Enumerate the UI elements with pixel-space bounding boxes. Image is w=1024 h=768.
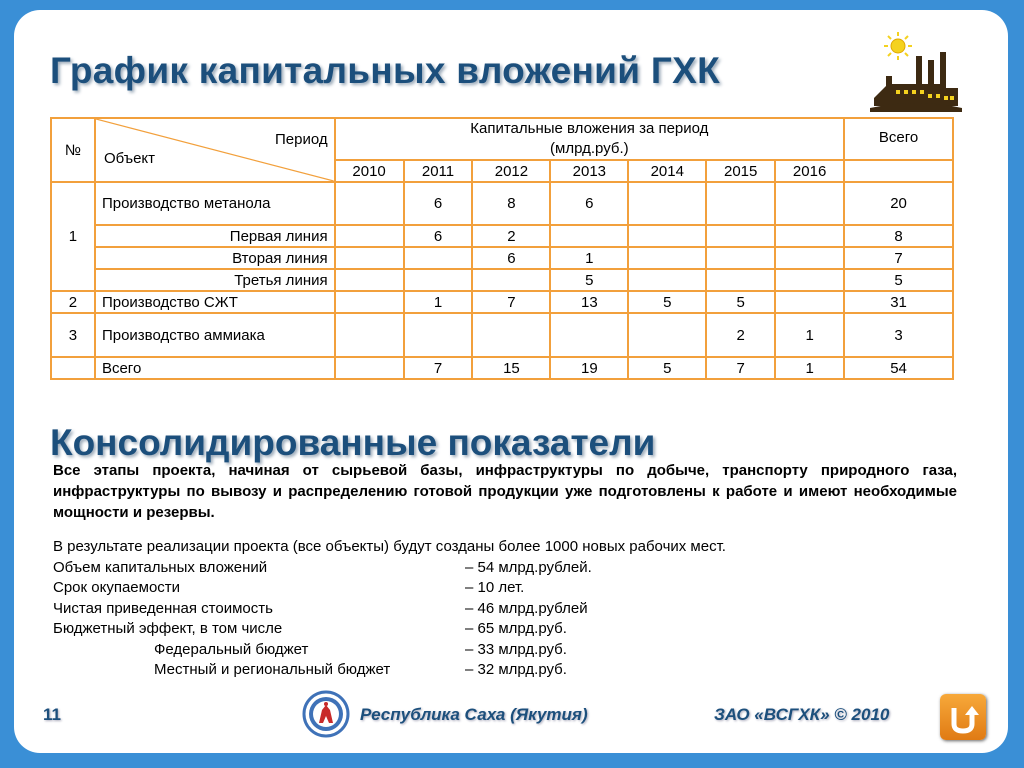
cell <box>628 313 706 357</box>
table-row <box>51 291 953 313</box>
cell: 2 <box>706 313 775 357</box>
row-total: 31 <box>844 291 953 313</box>
summary-list <box>53 537 957 681</box>
cell <box>404 313 473 357</box>
summary-item <box>53 660 957 681</box>
row-name: Вторая линия <box>95 247 335 269</box>
cell: 1 <box>775 313 844 357</box>
row-number <box>51 357 95 379</box>
cell: 5 <box>706 291 775 313</box>
row-total: 20 <box>844 182 953 225</box>
row-name: Производство СЖТ <box>95 291 335 313</box>
cell: 15 <box>472 357 550 379</box>
cell <box>628 225 706 247</box>
footer-region: Республика Саха (Якутия) <box>360 705 588 724</box>
page-title: График капитальных вложений ГХК <box>50 50 720 91</box>
cell: 7 <box>404 357 473 379</box>
cell <box>335 182 404 225</box>
table-row <box>51 247 953 269</box>
summary-key: Бюджетный эффект, в том числе <box>53 620 283 637</box>
cell <box>404 247 473 269</box>
header-object: Объект <box>103 150 156 167</box>
cell: 6 <box>404 225 473 247</box>
cell: 6 <box>472 247 550 269</box>
header-investment-label: Капитальные вложения за период <box>470 120 709 137</box>
row-number: 3 <box>51 313 95 357</box>
cell: 6 <box>404 182 473 225</box>
summary-item <box>53 558 957 579</box>
cell <box>335 291 404 313</box>
header-period: Период <box>274 131 328 148</box>
row-name: Первая линия <box>95 225 335 247</box>
row-name: Всего <box>95 357 335 379</box>
cell <box>706 247 775 269</box>
cell <box>706 225 775 247</box>
cell: 1 <box>775 357 844 379</box>
row-total: 5 <box>844 269 953 291</box>
investment-table <box>50 117 954 380</box>
header-investment-unit: (млрд.руб.) <box>550 140 629 157</box>
section-title: Консолидированные показатели <box>50 422 656 463</box>
cell <box>404 269 473 291</box>
row-name: Производство аммиака <box>95 313 335 357</box>
row-total: 7 <box>844 247 953 269</box>
row-total: 8 <box>844 225 953 247</box>
cell <box>628 182 706 225</box>
cell <box>775 269 844 291</box>
cell <box>706 269 775 291</box>
summary-key: Федеральный бюджет <box>154 640 309 658</box>
summary-key: Местный и региональный бюджет <box>154 661 391 678</box>
cell: 1 <box>404 291 473 313</box>
cell: 19 <box>550 357 628 379</box>
cell <box>472 313 550 357</box>
cell <box>335 225 404 247</box>
cell <box>775 182 844 225</box>
cell: 5 <box>628 291 706 313</box>
summary-item <box>53 578 957 599</box>
table-row <box>51 357 953 379</box>
summary-key: Чистая приведенная стоимость <box>53 599 273 617</box>
summary-item <box>53 619 957 640</box>
summary-value: – 46 млрд.рублей <box>465 599 588 617</box>
year-cell: 2012 <box>472 160 550 182</box>
table-row <box>51 269 953 291</box>
year-cell: 2013 <box>550 160 628 182</box>
sakha-emblem-icon <box>302 690 350 738</box>
page-number: 11 <box>43 705 61 724</box>
cell: 2 <box>472 225 550 247</box>
cell: 8 <box>472 182 550 225</box>
table-header-row <box>51 118 953 160</box>
cell <box>706 182 775 225</box>
summary-block <box>53 460 957 681</box>
summary-value: – 33 млрд.руб. <box>465 640 567 658</box>
cell: 1 <box>550 247 628 269</box>
cell <box>335 247 404 269</box>
home-return-icon <box>940 694 986 740</box>
cell <box>775 225 844 247</box>
cell <box>628 247 706 269</box>
row-number: 1 <box>51 182 95 291</box>
cell <box>335 357 404 379</box>
cell: 7 <box>472 291 550 313</box>
row-number: 2 <box>51 291 95 313</box>
header-diagonal-cell <box>95 118 335 182</box>
cell: 5 <box>628 357 706 379</box>
row-name: Производство метанола <box>95 182 335 225</box>
year-cell: 2015 <box>706 160 775 182</box>
cell: 7 <box>706 357 775 379</box>
summary-value: – 65 млрд.руб. <box>465 620 567 637</box>
table-row <box>51 182 953 225</box>
header-investment <box>335 118 844 160</box>
summary-value: – 32 млрд.руб. <box>465 661 567 678</box>
row-total: 3 <box>844 313 953 357</box>
row-total: 54 <box>844 357 953 379</box>
summary-key: Объем капитальных вложений <box>53 558 268 576</box>
header-number: № <box>51 118 95 182</box>
cell: 5 <box>550 269 628 291</box>
summary-key: Срок окупаемости <box>53 579 181 596</box>
factory-logo-icon <box>866 26 966 116</box>
cell <box>335 313 404 357</box>
table-row <box>51 225 953 247</box>
year-cell: 2014 <box>628 160 706 182</box>
summary-item <box>53 640 957 661</box>
year-total-empty <box>844 160 953 182</box>
summary-value: – 10 лет. <box>465 579 525 596</box>
year-cell: 2016 <box>775 160 844 182</box>
summary-intro: В результате реализации проекта (все объекты) будут созданы более 1000 новых рабочих мест. <box>53 538 726 555</box>
summary-value: – 54 млрд.рублей. <box>465 558 592 576</box>
cell <box>550 225 628 247</box>
cell: 6 <box>550 182 628 225</box>
home-return-button[interactable] <box>940 694 986 740</box>
cell <box>472 269 550 291</box>
cell <box>550 313 628 357</box>
cell <box>335 269 404 291</box>
cell <box>628 269 706 291</box>
year-cell: 2010 <box>335 160 404 182</box>
cell <box>775 291 844 313</box>
table-row <box>51 313 953 357</box>
header-total: Всего <box>844 118 953 160</box>
footer-company: ЗАО «ВСГХК» © 2010 <box>714 705 890 724</box>
summary-bold-paragraph: Все этапы проекта, начиная от сырьевой базы, инфраструктуры по добыче, транспорту природного газа, инфраструктуры по вывозу и распределению готовой продукции уже подготовлены к работе и имеют необходимые мощности и резервы. <box>53 462 957 521</box>
row-name: Третья линия <box>95 269 335 291</box>
summary-item <box>53 599 957 620</box>
year-cell: 2011 <box>404 160 473 182</box>
cell: 13 <box>550 291 628 313</box>
cell <box>775 247 844 269</box>
